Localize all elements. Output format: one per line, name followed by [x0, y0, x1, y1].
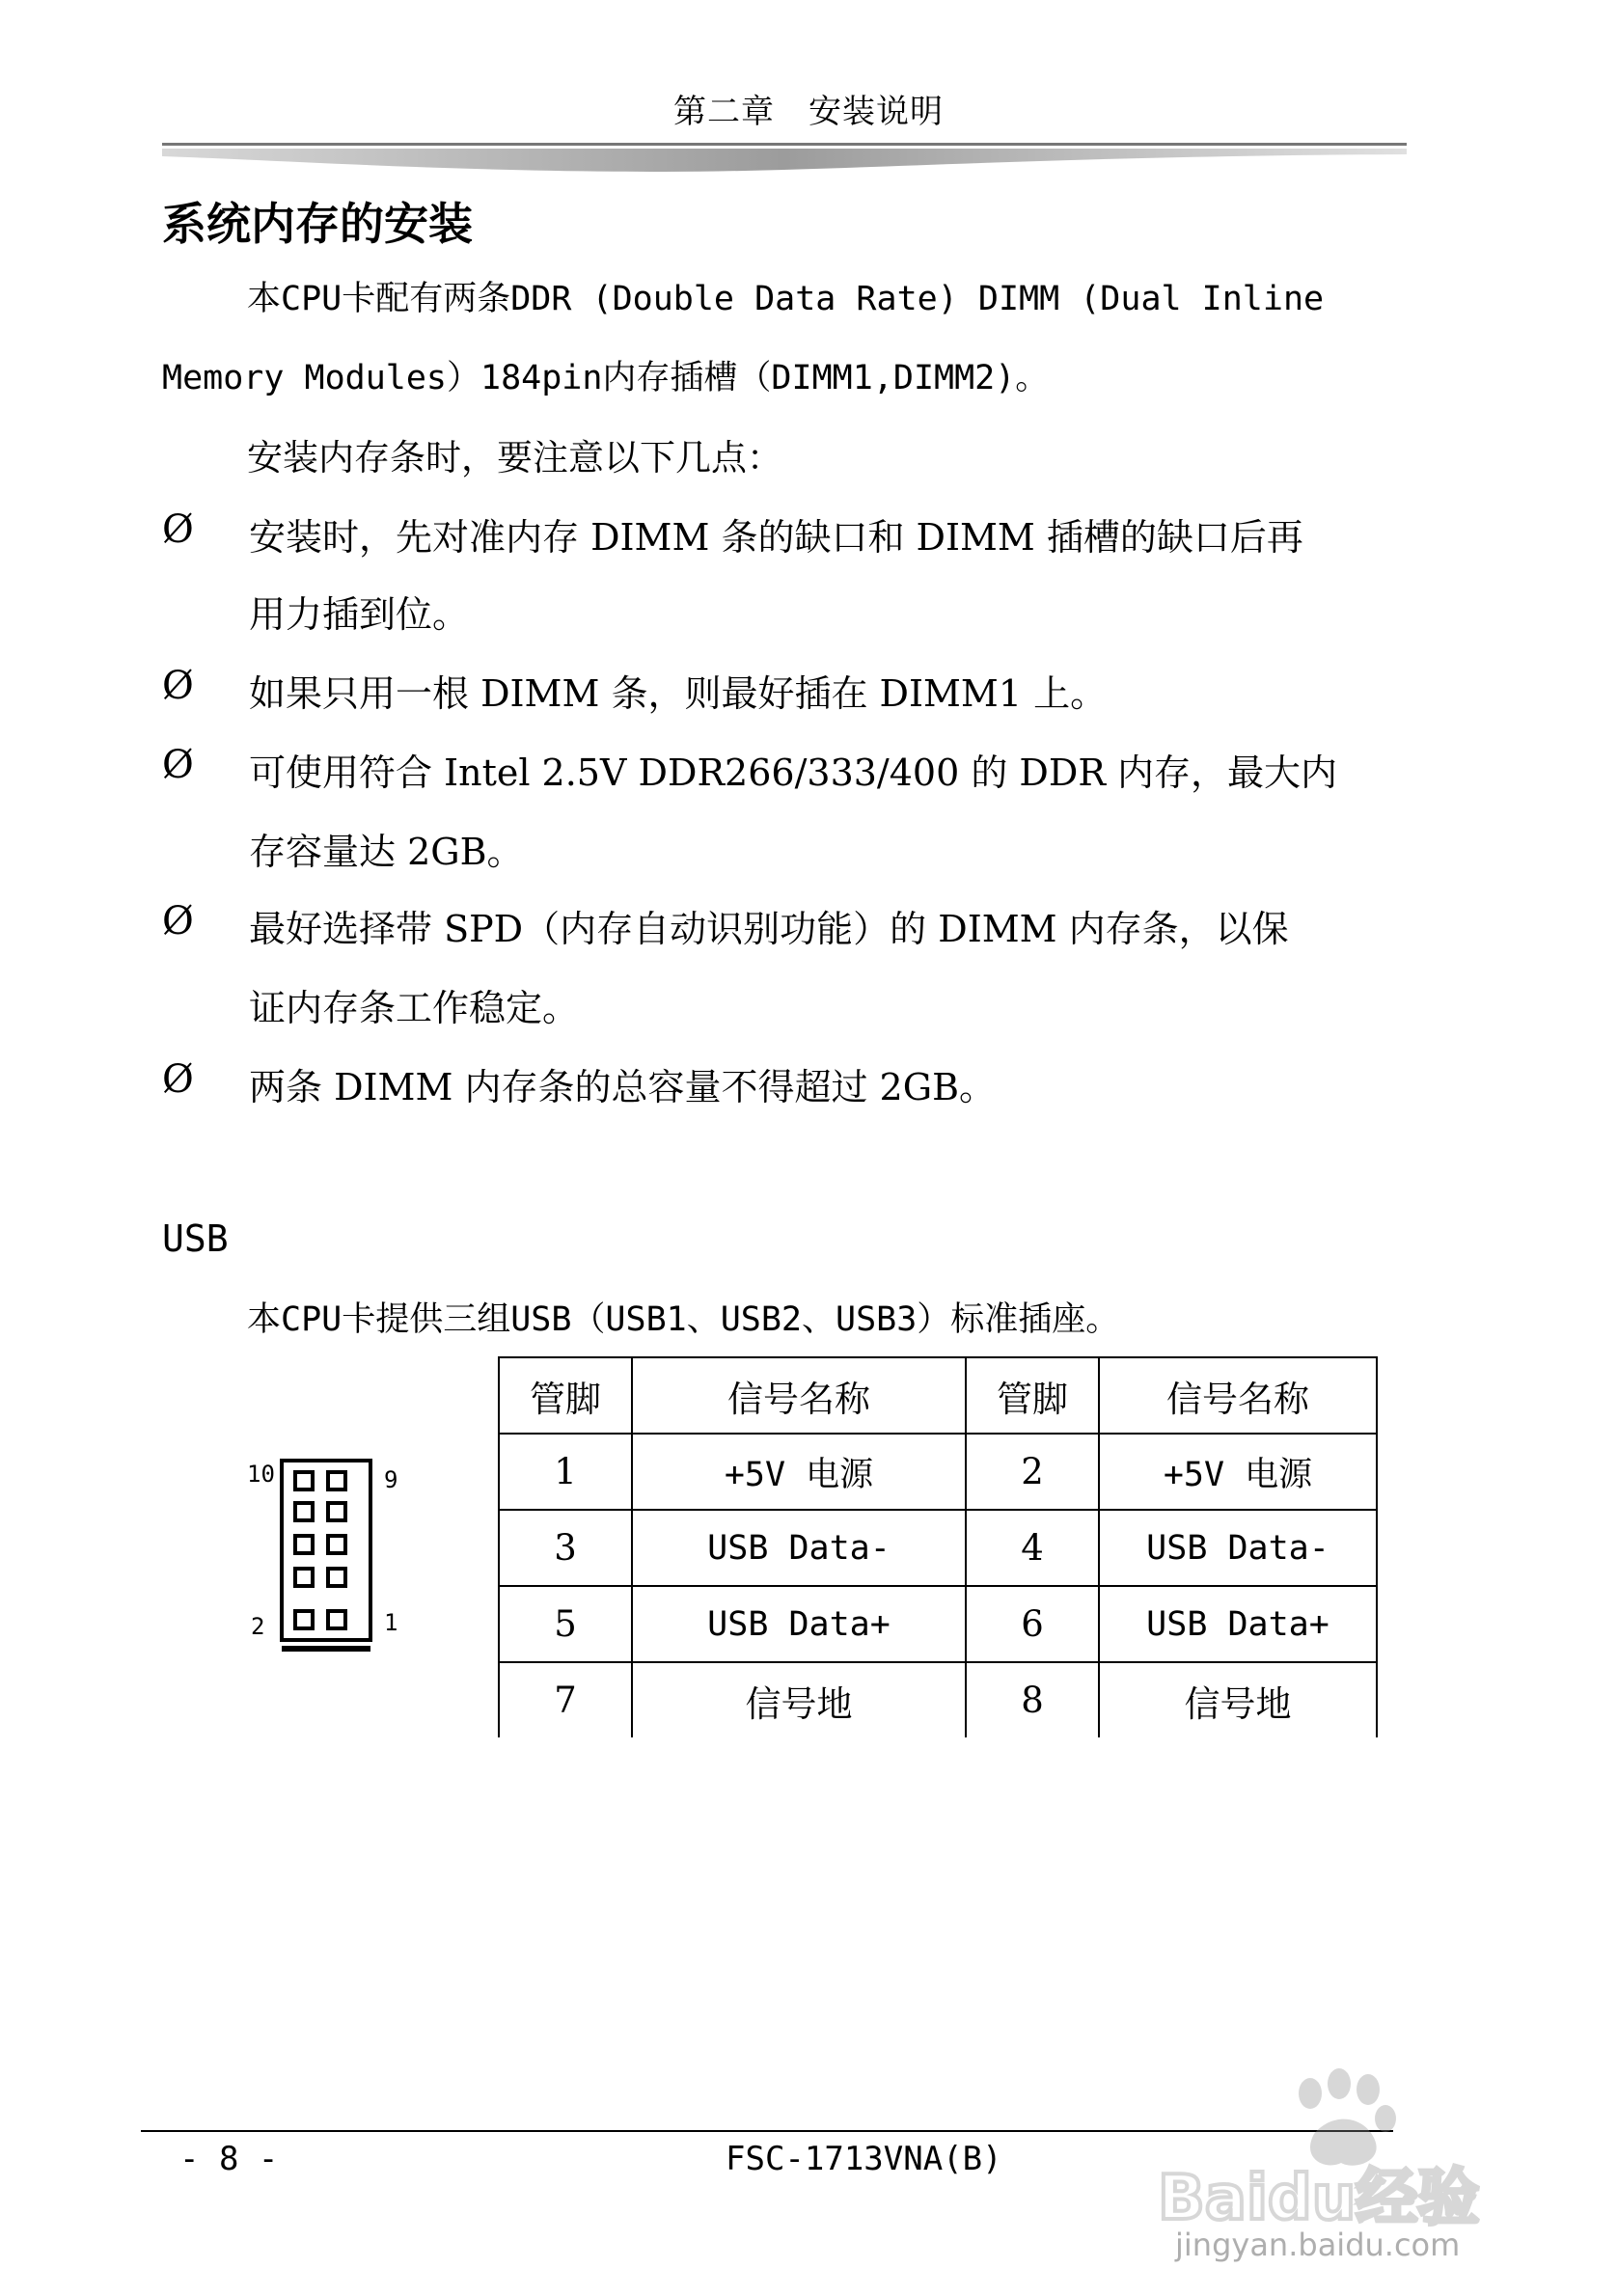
- header-pin: 管脚: [966, 1357, 1099, 1434]
- table-row: [499, 1510, 1377, 1586]
- pin-label-2: 2: [251, 1613, 265, 1640]
- pin-label-1: 1: [384, 1609, 398, 1636]
- signal-cell: USB Data-: [1099, 1510, 1377, 1586]
- pin-cell: 3: [499, 1510, 632, 1586]
- bullet-3-line-1: 可使用符合 Intel 2.5V DDR266/333/400 的 DDR 内存，最大内: [249, 752, 1338, 794]
- bullet-marker: Ø: [162, 899, 194, 943]
- pin-label-9: 9: [384, 1466, 398, 1493]
- section-title: 系统内存的安装: [162, 198, 473, 250]
- header-divider: [162, 143, 1407, 174]
- page-number: - 8 -: [179, 2140, 279, 2178]
- intro-line-1: 本CPU卡配有两条DDR (Double Data Rate) DIMM (Dual Inline: [247, 280, 1325, 318]
- pin-label-10: 10: [247, 1461, 275, 1488]
- watermark-url: jingyan.baidu.com: [1175, 2227, 1461, 2263]
- paw-icon: [1299, 2068, 1396, 2166]
- usb-pin-table: [498, 1356, 1378, 1737]
- bullet-5-line-1: 两条 DIMM 内存条的总容量不得超过 2GB。: [249, 1066, 996, 1108]
- bullet-marker: Ø: [162, 1057, 194, 1102]
- watermark-brand: Baidu经验: [1158, 2163, 1480, 2234]
- table-row: [499, 1586, 1377, 1662]
- bullet-1-line-1: 安装时，先对准内存 DIMM 条的缺口和 DIMM 插槽的缺口后再: [249, 516, 1303, 559]
- intro-line-2: Memory Modules）184pin内存插槽（DIMM1,DIMM2)。: [162, 359, 1050, 397]
- table-header-row: [499, 1357, 1377, 1434]
- signal-cell: +5V 电源: [632, 1434, 966, 1510]
- notice-text: 安装内存条时，要注意以下几点：: [247, 437, 782, 478]
- model-number: FSC-1713VNA(B): [726, 2140, 1002, 2178]
- pin-cell: 5: [499, 1586, 632, 1662]
- bullet-4-line-1: 最好选择带 SPD（内存自动识别功能）的 DIMM 内存条，以保: [249, 908, 1289, 950]
- pin-cell: 6: [966, 1586, 1099, 1662]
- table-row: [499, 1662, 1377, 1737]
- bullet-3-line-2: 存容量达 2GB。: [249, 831, 524, 873]
- signal-cell: USB Data-: [632, 1510, 966, 1586]
- bullet-marker: Ø: [162, 743, 194, 787]
- bullet-marker: Ø: [162, 507, 194, 552]
- signal-cell: USB Data+: [1099, 1586, 1377, 1662]
- bullet-2-line-1: 如果只用一根 DIMM 条，则最好插在 DIMM1 上。: [249, 672, 1108, 715]
- table-row: [499, 1434, 1377, 1510]
- header-pin: 管脚: [499, 1357, 632, 1434]
- connector-pins: [295, 1472, 345, 1628]
- chapter-header: 第二章 安装说明: [673, 93, 944, 131]
- pin-cell: 1: [499, 1434, 632, 1510]
- bullet-4-line-2: 证内存条工作稳定。: [249, 987, 580, 1029]
- pin-cell: 7: [499, 1662, 632, 1737]
- pin-cell: 2: [966, 1434, 1099, 1510]
- signal-cell: 信号地: [632, 1662, 966, 1737]
- usb-section-title: USB: [162, 1217, 229, 1260]
- usb-connector-diagram: [239, 1453, 432, 1684]
- pin-cell: 8: [966, 1662, 1099, 1737]
- signal-cell: 信号地: [1099, 1662, 1377, 1737]
- header-signal: 信号名称: [1099, 1357, 1377, 1434]
- signal-cell: USB Data+: [632, 1586, 966, 1662]
- signal-cell: +5V 电源: [1099, 1434, 1377, 1510]
- header-signal: 信号名称: [632, 1357, 966, 1434]
- pin-cell: 4: [966, 1510, 1099, 1586]
- bullet-1-line-2: 用力插到位。: [249, 593, 470, 636]
- bullet-marker: Ø: [162, 664, 194, 708]
- usb-description: 本CPU卡提供三组USB（USB1、USB2、USB3）标准插座。: [247, 1300, 1120, 1339]
